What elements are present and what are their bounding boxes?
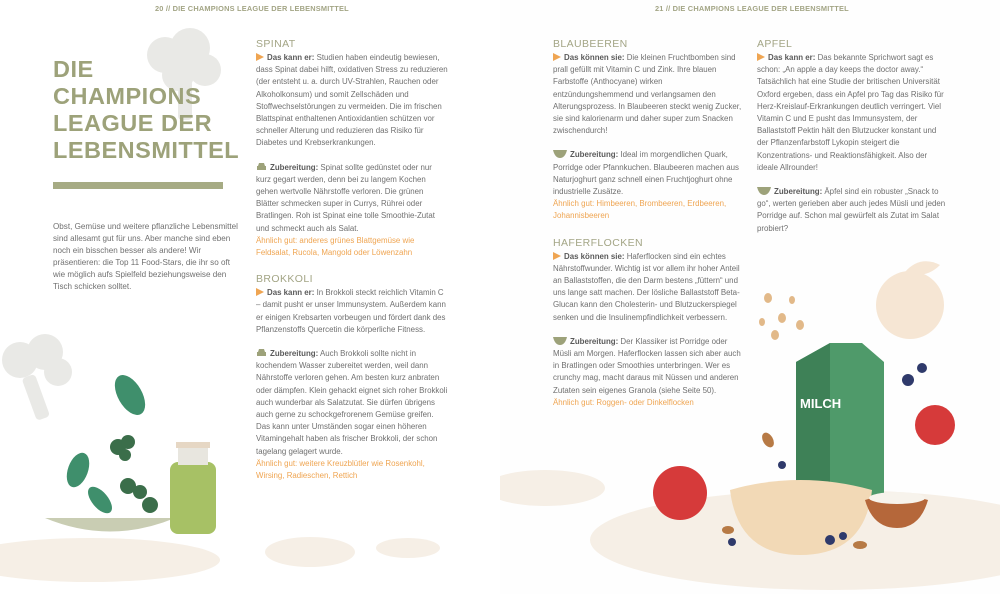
food-section-spinat	[256, 38, 448, 259]
apple-left-icon	[653, 466, 707, 520]
column-blaubeeren-haferflocken	[553, 38, 743, 421]
right-page	[500, 0, 1000, 594]
food-heading: APFEL	[757, 38, 793, 50]
benefit-label: Das kann er:	[768, 53, 816, 62]
prep-label: Zubereitung:	[270, 162, 319, 172]
intro-text: Obst, Gemüse und weitere pflanzliche Lebensmittel sind allesamt gut für uns. Aber manche sind eben noch ein bisschen besser als andere! Wir präsentieren: die Top 11 Food-Stars, die ihr so oft wie möglich aufs Spielfeld beziehungsweise den Tisch schicken solltet.	[53, 222, 238, 291]
food-heading: SPINAT	[256, 38, 296, 50]
oat-flakes-icon	[759, 293, 804, 340]
running-head: 21 // DIE CHAMPIONS LEAGUE DER LEBENSMITTEL	[655, 4, 849, 13]
page-title	[53, 56, 243, 164]
running-head: 20 // DIE CHAMPIONS LEAGUE DER LEBENSMITTEL	[155, 4, 349, 13]
prep-text: Äpfel sind ein robuster „Snack to go“, werten gerieben aber auch jedes Müsli und jeden Porridge auf. Schon mal gewürfelt als Zutat im Salat probiert?	[757, 187, 946, 233]
benefit-label: Das kann er:	[267, 288, 315, 298]
similar-text: Ähnlich gut: weitere Kreuzblütler wie Rosenkohl, Wirsing, Radieschen, Rettich	[256, 458, 425, 481]
similar-text: Ähnlich gut: Himbeeren, Brombeeren, Erdbeeren, Johannisbeeren	[553, 199, 727, 221]
benefit-text: In Brokkoli steckt reichlich Vitamin C – damit pusht er unser Immunsystem. Außerdem kann er einigen Krebsarten vorbeugen und fördert dank des Pflanzenstoffs Quercetin die körperliche Fitness.	[256, 288, 446, 334]
title-line: CHAMPIONS	[53, 83, 202, 109]
prep-text: Auch Brokkoli sollte nicht in kochendem Wasser zubereitet werden, weil dann Nährstoffe verloren gehen. Am besten kurz anbraten oder dämpfen. Klein gehackt eignet sich roher Brokkoli auch wunderbar als Salatzutat. Sie dürfen übrigens auch gerne zu schockgefrorenem Gemüse greifen. Das kann unter Umständen sogar einen höheren Vitamingehalt haben als frischer Brokkoli, der schon tagelang gelagert wurde.	[256, 349, 448, 456]
bowl-icon	[757, 187, 771, 195]
peach-apple-icon	[876, 261, 944, 339]
shadow-blob	[0, 538, 220, 582]
arrow-flag-icon	[757, 53, 765, 61]
broccoli-floret-icon	[110, 435, 158, 513]
benefit-label: Das kann er:	[267, 53, 315, 62]
title-line: DIE	[53, 56, 94, 82]
prep-text: Der Klassiker ist Porridge oder Müsli am Morgen. Haferflocken lassen sich aber auch in Bratlingen oder Smoothies unterbringen. Wer es crunchy mag, macht daraus mit Nüssen und anderen Zutaten sein eigenes Granola (siehe Seite 50).	[553, 336, 741, 395]
bowl-icon	[553, 337, 567, 345]
title-line: LEBENSMITTEL	[53, 137, 240, 163]
food-heading: HAFERFLOCKEN	[553, 236, 643, 249]
food-section-haferflocken	[553, 237, 743, 409]
prep-text: Spinat sollte gedünstet oder nur kurz gegart werden, denn bei zu langem Kochen gehen wertvolle Nährstoffe verloren. Die grünen Blätter schmecken super in Currys, Rührei oder Bratlingen. Roh ist Spinat eine tolle Smoothie-Zutat und schmeckt auch als Salat.	[256, 162, 435, 233]
prep-text: Ideal im morgendlichen Quark, Porridge oder Pfannkuchen. Blaubeeren machen aus Naturjoghurt ganz schnell einen Fruchtjoghurt ohne industrielle Zusätze.	[553, 150, 739, 197]
pot-icon	[256, 162, 267, 171]
food-heading: BLAUBEEREN	[553, 38, 628, 50]
arrow-flag-icon	[553, 252, 561, 260]
arrow-flag-icon	[256, 53, 264, 61]
similar-text: Ähnlich gut: Roggen- oder Dinkelflocken	[553, 397, 694, 407]
prep-label: Zubereitung:	[774, 187, 823, 197]
salad-bowl-icon	[45, 518, 175, 532]
bowl-icon	[553, 150, 567, 158]
similar-text: Ähnlich gut: anderes grünes Blattgemüse wie Feldsalat, Rucola, Mangold oder Löwenzahn	[256, 235, 415, 258]
benefit-label: Das können sie:	[564, 53, 625, 62]
food-heading: BROKKOLI	[256, 273, 313, 286]
prep-label: Zubereitung:	[570, 336, 619, 346]
benefit-text: Das bekannte Sprichwort sagt es schon: „An apple a day keeps the doctor away.“ Tatsächlich hat eine Studie der britischen Universität Oxford ergeben, dass ein Apfel pro Tag das Risiko für Herz-Kreislauf-Erkrankungen deutlich verringert. Viel Vitamin C und E pusht das Immunsystem, der Ballaststoff Pektin hält den Blutzucker konstant und der Pflanzenfarbstoff Lykopin steigert die Konzentrations- und Reaktionsfähigkeit. Also der ideale Allrounder!	[757, 53, 944, 172]
smoothie-bottle-icon	[170, 442, 216, 534]
benefit-text: Haferflocken sind ein echtes Nährstoffwunder. Wichtig ist vor allem ihr hoher Anteil an Ballaststoffen, die den Darm bestens „füttern“ und uns lange satt machen. Der lösliche Ballaststoff Beta-Glucan kann den Cholesterin- und Blutzuckerspiegel senken und die Insulinempfindlichkeit verbessern.	[553, 251, 740, 322]
pot-icon	[256, 348, 267, 357]
benefit-text: Studien haben eindeutig bewiesen, dass Spinat dabei hilft, oxidativen Stress zu reduzieren (der entsteht u. a. durch UV-Strahlen, Rauchen oder Alkoholkonsum) und somit Zellschäden und Stoffwechselstörungen zu vermeiden. Die im frischen Blattspinat enthaltenen Antioxidantien schützen vor schneller Alterung und reduzieren das Risiko für Diabetes und Krebserkrankungen.	[256, 53, 448, 148]
food-section-brokkoli	[256, 273, 448, 482]
broccoli-watermark-lower-icon	[2, 334, 72, 421]
food-section-blaubeeren	[553, 38, 743, 223]
column-spinat-brokkoli	[256, 38, 448, 494]
column-apfel	[757, 38, 949, 247]
arrow-flag-icon	[256, 288, 264, 296]
benefit-text: Die kleinen Fruchtbomben sind prall gefüllt mit Vitamin C und Zink. Ihre blauen Farbstoffe (Anthocyane) wirken entzündungshemmend und verlangsamen den Alterungsprozess. In Blaubeeren steckt wenig Zucker, sie sind kalorienarm und daher super zum Snacken zwischendurch!	[553, 53, 742, 136]
apple-icon	[915, 405, 955, 445]
arrow-flag-icon	[553, 53, 561, 61]
prep-label: Zubereitung:	[270, 349, 319, 359]
benefit-label: Das können sie:	[564, 251, 625, 261]
milk-label: MILCH	[800, 396, 842, 411]
title-line: LEAGUE DER	[53, 110, 213, 136]
food-section-apfel	[757, 38, 949, 235]
prep-label: Zubereitung:	[570, 150, 619, 160]
